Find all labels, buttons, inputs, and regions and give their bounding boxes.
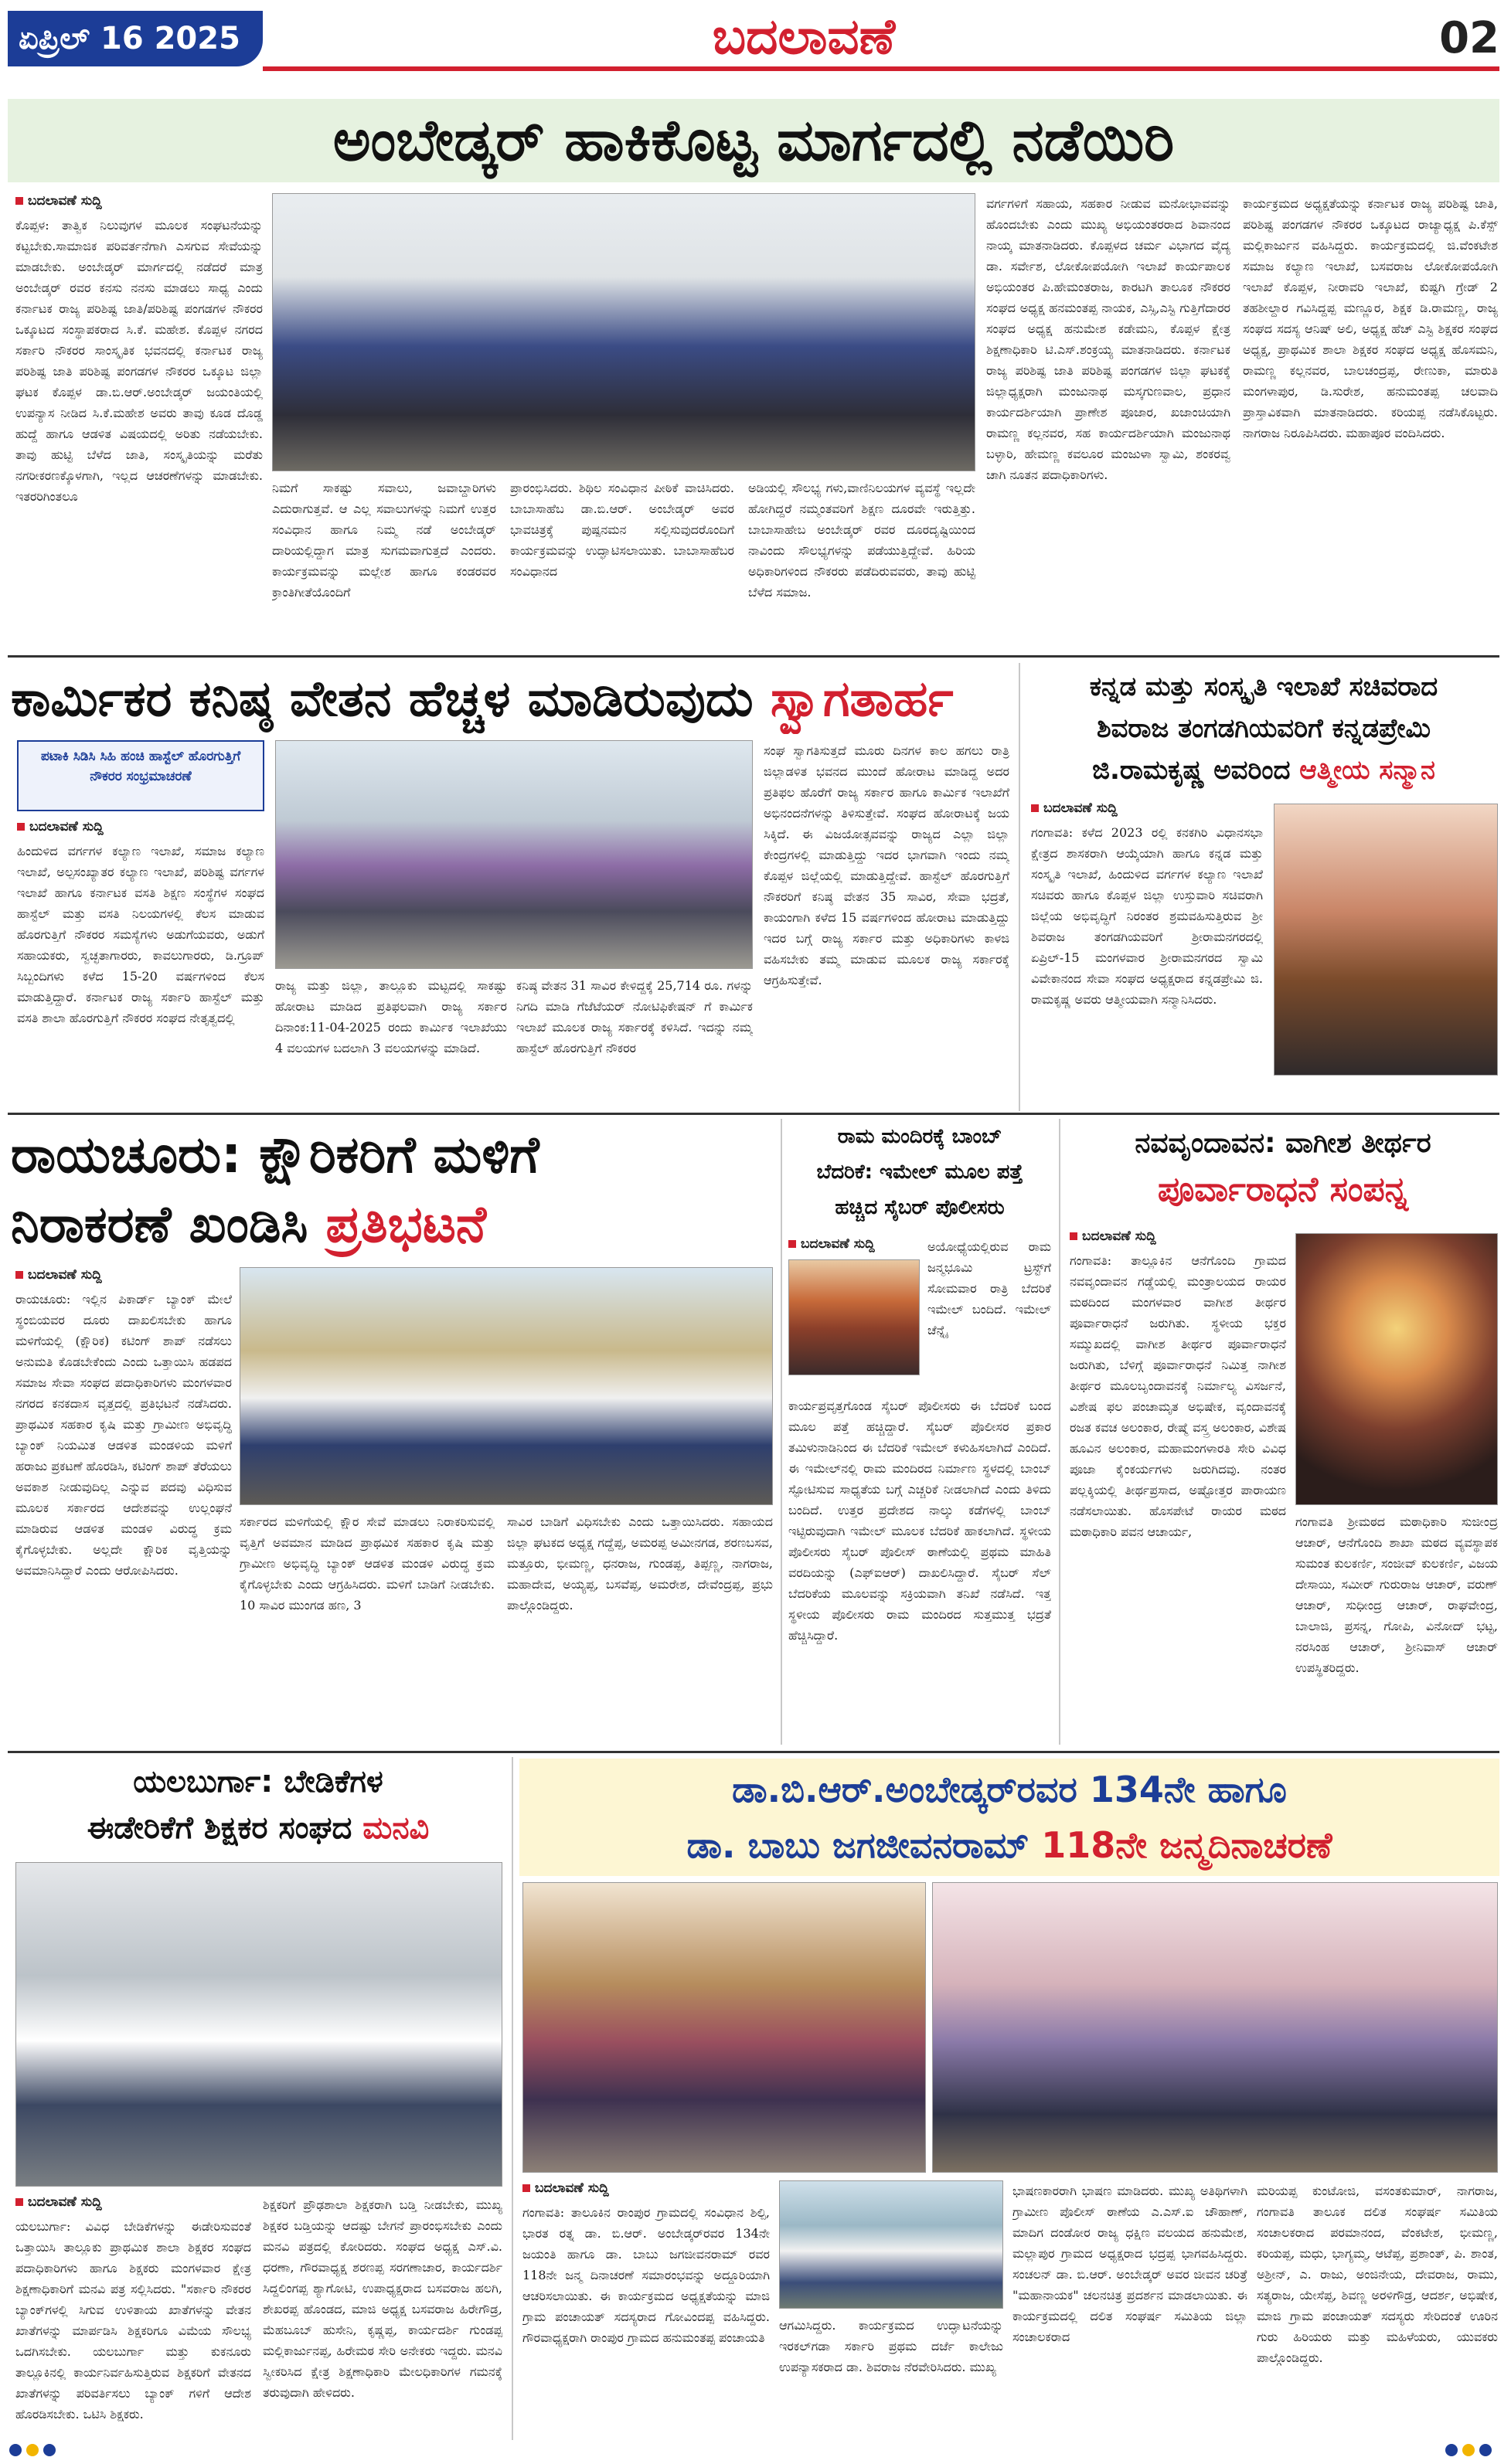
issue-date: ಏಪ್ರಿಲ್ 16 2025 bbox=[8, 11, 263, 66]
photo-raichur-protest bbox=[240, 1267, 773, 1505]
story2-kicker: ಪಟಾಕಿ ಸಿಡಿಸಿ ಸಿಹಿ ಹಂಚಿ ಹಾಸ್ಟೆಲ್ ಹೊರಗುತ್ತಿಗೆ ನೌಕರರ ಸಂಭ್ರಮಾಚರಣೆ bbox=[40, 749, 241, 784]
story3-headline bbox=[1028, 666, 1499, 797]
story6-byline: ಬದಲಾವಣೆ ಸುದ್ದಿ bbox=[1070, 1229, 1286, 1247]
section-divider bbox=[8, 1113, 1499, 1115]
footer-dot-icon bbox=[43, 2444, 56, 2456]
story1-headline: ಅಂಬೇಡ್ಕರ್ ಹಾಕಿಕೊಟ್ಟ ಮಾರ್ಗದಲ್ಲಿ ನಡೆಯಿರಿ bbox=[332, 107, 1175, 174]
footer-dot-icon bbox=[26, 2444, 39, 2456]
story8-byline: ಬದಲಾವಣೆ ಸುದ್ದಿ bbox=[522, 2180, 754, 2199]
photo-ambedkar-felicitation bbox=[272, 193, 975, 471]
story4-column-2: ಸರ್ಕಾರದ ಮಳಿಗೆಯಲ್ಲಿ ಕ್ಷೌರ ಸೇವೆ ಮಾಡಲು ನಿರಾಕರಿಸುವಲ್ಲಿ ವೃತ್ತಿಗೆ ಅವಮಾನ ಮಾಡಿದ ಪ್ರಾಥಮಿಕ ಸಹಕಾರ ಕೃಷಿ ಮತ್ತು ಗ್ರಾಮೀಣ ಅಭಿವೃದ್ಧಿ ಬ್ಯಾಂಕ್ ಆಡಳಿತ ಮಂಡಳಿ ವಿರುದ್ಧ ಕ್ರಮ ಕೈಗೊಳ್ಳಬೇಕು ಎಂದು ಆಗ್ರಹಿಸಿದರು. ಮಳಿಗೆ ಬಾಡಿಗೆ ನೀಡಬೇಕು. 10 ಸಾವಿರ ಮುಂಗಡ ಹಣ, 3 bbox=[240, 1514, 495, 1613]
story1-column-4: ಅಡಿಯಲ್ಲಿ ಸೌಲಭ್ಯ ಗಳು,ವಾಣಿನಿಲಯಗಳ ವ್ಯವಸ್ಥೆ ಇಲ್ಲದೇ ಹೋಗಿದ್ದರೆ ನಮ್ಮಂತವರಿಗೆ ಶಿಕ್ಷಣ ದೂರವೇ ಇರುತ್ತಿತ್ತು. ಬಾಬಾಸಾಹೇಬ ಅಂಬೇಡ್ಕರ್ ರವರ ದೂರದೃಷ್ಟಿಯಿಂದ ನಾವಿಂದು ಸೌಲಭ್ಯಗಳನ್ನು ಪಡೆಯುತ್ತಿದ್ದೇವೆ. ಹಿರಿಯ ಅಧಿಕಾರಿಗಳಿಂದ ನೌಕರರು ಪಡೆದಿರುವವರು, ತಾವು ಹುಟ್ಟಿ ಬೆಳೆದ ಸಮಾಜ. bbox=[748, 481, 975, 600]
section-divider bbox=[8, 655, 1499, 658]
section-divider bbox=[8, 1751, 1499, 1753]
story1-column-6: ಕಾರ್ಯಕ್ರಮದ ಅಧ್ಯಕ್ಷತೆಯನ್ನು ಕರ್ನಾಟಕ ರಾಜ್ಯ ಪರಿಶಿಷ್ಟ ಜಾತಿ, ಪರಿಶಿಷ್ಟ ಪಂಗಡಗಳ ನೌಕರರ ಒಕ್ಕೂಟದ ರಾಜ್ಯಾಧ್ಯಕ್ಷ ಪಿ.ಕೆಸ್ಪ್ ಮಲ್ಲಿಕಾರ್ಜುನ ವಹಿಸಿದ್ದರು. ಕಾರ್ಯಕ್ರಮದಲ್ಲಿ ಜಿ.ವೆಂಕಟೇಶ ಸಮಾಜ ಕಲ್ಯಾಣ ಇಲಾಖೆ, ಬಸವರಾಜ ಲೋಕೋಪಯೋಗಿ ಇಲಾಖೆ ಕೊಪ್ಪಳ, ನೀರಾವರಿ ಇಲಾಖೆ, ಕುಷ್ಟಗಿ ಗ್ರೇಡ್ 2 ತಹಶೀಲ್ದಾರ ಗವಿಸಿದ್ದಪ್ಪ ಮಣ್ಣೂರ, ಶಿಕ್ಷಕ ಡಿ.ರಾಮಣ್ಣ, ರಾಜ್ಯ ಸಂಘದ ಸದಸ್ಯ ಆನಿಷ್ ಅಲಿ, ಅಧ್ಯಕ್ಷ ಹೆಚ್ ಎಸ್ಟಿ ಶಿಕ್ಷಕರ ಸಂಘದ ಅಧ್ಯಕ್ಷ, ಪ್ರಾಥಮಿಕ ಶಾಲಾ ಶಿಕ್ಷಕರ ಸಂಘದ ಅಧ್ಯಕ್ಷ ಹೊಸಮನಿ, ರಾಮಣ್ಣ ಕಲ್ಲನವರ, ಬಾಲಚಂದ್ರಪ್ಪ, ರೇಣುಕಾ, ಮಾರುತಿ ಮಂಗಳಾಪುರ, ಡಿ.ಸುರೇಶ, ಹನುಮಂತಪ್ಪ ಚಲವಾದಿ ಪ್ರಾಸ್ತಾವಿಕವಾಗಿ ಮಾತನಾಡಿದರು. ಕರಿಯಪ್ಪ ನಡೆಸಿಕೊಟ್ಟರು. ನಾಗರಾಜ ನಿರೂಪಿಸಿದರು. ಮಹಾಪೂರ ವಂದಿಸಿದರು. bbox=[1243, 196, 1498, 440]
story8-headline bbox=[519, 1759, 1499, 1873]
photo-teachers-memorandum bbox=[15, 1862, 502, 2187]
story7-headline-line2: ಈಡೇರಿಕೆಗೆ ಶಿಕ್ಷಕರ ಸಂಘದ bbox=[87, 1810, 352, 1846]
story4-column-1: ರಾಯಚೂರು: ಇಲ್ಲಿನ ಪಿಕಾರ್ಡ್ ಬ್ಯಾಂಕ್ ಮೇಲೆ ಸ್ಥಂಬಿಯವರ ದೂರು ದಾಖಲಿಸಬೇಕು ಹಾಗೂ ಮಳಿಗೆಯಲ್ಲಿ (ಕ್ಷೌರಿಕ) ಕಟಿಂಗ್ ಶಾಪ್ ನಡೆಸಲು ಅನುಮತಿ ಕೊಡಬೇಕೆಂದು ಎಂದು ಒತ್ತಾಯಿಸಿ ಹಡಪದ ಸಮಾಜ ಸೇವಾ ಸಂಘದ ಪದಾಧಿಕಾರಿಗಳು ಮಂಗಳವಾರ ನಗರದ ಕನಕದಾಸ ವೃತ್ತದಲ್ಲಿ ಪ್ರತಿಭಟನೆ ನಡೆಸಿದರು. ಪ್ರಾಥಮಿಕ ಸಹಕಾರ ಕೃಷಿ ಮತ್ತು ಗ್ರಾಮೀಣ ಅಭಿವೃದ್ಧಿ ಬ್ಯಾಂಕ್ ನಿಯಮಿತ ಆಡಳಿತ ಮಂಡಳಿಯ ಮಳಿಗೆ ಹರಾಜು ಪ್ರಕಟಣೆ ಹೊರಡಿಸಿ, ಕಟಿಂಗ್ ಶಾಪ್ ತೆರೆಯಲು ಅವಕಾಶ ನೀಡುವುದಿಲ್ಲ ಎನ್ನುವ ಪದವು ವಿಧಿಸುವ ಮೂಲಕ ಸರ್ಕಾರದ ಆದೇಶವನ್ನು ಉಲ್ಲಂಘನೆ ಮಾಡಿರುವ ಆಡಳಿತ ಮಂಡಳಿ ವಿರುದ್ಧ ಕ್ರಮ ಕೈಗೊಳ್ಳಬೇಕು. ಅಲ್ಲದೇ ಕ್ಷೌರಿಕ ವೃತ್ತಿಯನ್ನು ಅವಮಾನಿಸಿದ್ದಾರೆ ಎಂದು ಆರೋಪಿಸಿದರು. bbox=[15, 1292, 232, 1578]
story7-column-1: ಯಲಬುರ್ಗಾ: ವಿವಿಧ ಬೇಡಿಕೆಗಳನ್ನು ಈಡೇರಿಸುವಂತೆ ಒತ್ತಾಯಿಸಿ ತಾಲ್ಲೂಕು ಪ್ರಾಥಮಿಕ ಶಾಲಾ ಶಿಕ್ಷಕರ ಸಂಘದ ಪದಾಧಿಕಾರಿಗಳು ಹಾಗೂ ಶಿಕ್ಷಕರು ಮಂಗಳವಾರ ಕ್ಷೇತ್ರ ಶಿಕ್ಷಣಾಧಿಕಾರಿಗೆ ಮನವಿ ಪತ್ರ ಸಲ್ಲಿಸಿದರು. "ಸರ್ಕಾರಿ ನೌಕರರ ಬ್ಯಾಂಕ್‌ಗಳಲ್ಲಿ ಸಿಗುವ ಉಳಿತಾಯ ಖಾತೆಗಳನ್ನು ವೇತನ ಖಾತೆಗಳನ್ನು ಮಾರ್ಪಡಿಸಿ ಶಿಕ್ಷಕರಿಗೂ ವಿಮೆಯ ಸೌಲಭ್ಯ ಒದಗಿಸಬೇಕು. ಯಲಬುರ್ಗಾ ಮತ್ತು ಕುಕನೂರು ತಾಲ್ಲೂಕಿನಲ್ಲಿ ಕಾರ್ಯನಿರ್ವಹಿಸುತ್ತಿರುವ ಶಿಕ್ಷಕರಿಗೆ ವೇತನದ ಖಾತೆಗಳನ್ನು ಪರಿವರ್ತಿಸಲು ಬ್ಯಾಂಕ್ ಗಳಿಗೆ ಆದೇಶ ಹೊರಡಿಸಬೇಕು. ಒಟಿಸಿ ಶಿಕ್ಷಕರು. bbox=[15, 2219, 251, 2422]
column-divider bbox=[1019, 663, 1020, 1111]
story2-byline: ಬದಲಾವಣೆ ಸುದ್ದಿ bbox=[17, 819, 264, 838]
story6-column-2: ಗಂಗಾವತಿ ಶ್ರೀಮಠದ ಮಠಾಧಿಕಾರಿ ಸುಜೀಂದ್ರ ಆಚಾರ್, ಆನೆಗೊಂದಿ ಶಾಖಾ ಮಠದ ವ್ಯವಸ್ಥಾಪಕ ಸುಮಂತ ಕುಲಕರ್ಣಿ, ಸಂಜೀವ್ ಕುಲಕರ್ಣಿ, ವಿಜಯ ದೇಸಾಯಿ, ಸಮೀರ್ ಗುರುರಾಜ ಆಚಾರ್, ವರುಣ್ ಆಚಾರ್, ಸುಧೀಂದ್ರ ಆಚಾರ್, ರಾಘವೇಂದ್ರ, ಬಾಲಾಜಿ, ಪ್ರಸನ್ನ, ಗೋಪಿ, ವಿನೋದ್ ಭಟ್ಟ, ನರಸಿಂಹ ಆಚಾರ್, ಶ್ರೀನಿವಾಸ್ ಆಚಾರ್ ಉಪಸ್ಥಿತರಿದ್ದರು. bbox=[1295, 1514, 1498, 1675]
story7-byline: ಬದಲಾವಣೆ ಸುದ್ದಿ bbox=[15, 2194, 247, 2213]
column-divider bbox=[781, 1119, 782, 1745]
photo-minister-felicitation bbox=[1274, 804, 1498, 1076]
story3-headline-highlight: ಆತ್ಮೀಯ ಸನ್ಮಾನ bbox=[1299, 755, 1435, 786]
masthead-rule bbox=[263, 66, 1499, 71]
story1-column-1: ಕೊಪ್ಪಳ: ತಾತ್ವಿಕ ನಿಲುವುಗಳ ಮೂಲಕ ಸಂಘಟನೆಯನ್ನು ಕಟ್ಟಬೇಕು.ಸಾಮಾಜಿಕ ಪರಿವರ್ತನೆಗಾಗಿ ಎಸಗುವ ಸೇವೆಯನ್ನು ಮಾಡಬೇಕು. ಅಂಬೇಡ್ಕರ್ ಮಾರ್ಗದಲ್ಲಿ ನಡೆದರೆ ಮಾತ್ರ ಅಂಬೇಡ್ಕರ್ ರವರ ಕನಸು ನನಸು ಮಾಡಲು ಸಾಧ್ಯ ಎಂದು ಕರ್ನಾಟಕ ರಾಜ್ಯ ಪರಿಶಿಷ್ಟ ಜಾತಿ/ಪರಿಶಿಷ್ಟ ಪಂಗಡಗಳ ನೌಕರರ ಒಕ್ಕೂಟದ ಸಂಸ್ಥಾಪಕರಾದ ಸಿ.ಕೆ. ಮಹೇಶ. ಕೊಪ್ಪಳ ನಗರದ ಸರ್ಕಾರಿ ನೌಕರರ ಸಾಂಸ್ಕೃತಿಕ ಭವನದಲ್ಲಿ ಕರ್ನಾಟಕ ರಾಜ್ಯ ಪರಿಶಿಷ್ಟ ಜಾತಿ ಪರಿಶಿಷ್ಟ ಪಂಗಡಗಳ ನೌಕರರ ಒಕ್ಕೂಟ ಜಿಲ್ಲಾ ಘಟಕ ಕೊಪ್ಪಳ ಡಾ.ಬಿ.ಆರ್.ಅಂಬೇಡ್ಕರ್ ಜಯಂತಿಯಲ್ಲಿ ಉಪನ್ಯಾಸ ನೀಡಿದ ಸಿ.ಕೆ.ಮಹೇಶ ಅವರು ತಾವು ಕೂಡ ದೊಡ್ಡ ಹುದ್ದೆ ಹಾಗೂ ಆಡಳಿತ ವಿಷಯದಲ್ಲಿ ಅರಿತು ನಡೆಯಬೇಕು. ತಾವು ಹುಟ್ಟಿ ಬೆಳೆದ ಜಾತಿ, ಸಂಸ್ಕೃತಿಯನ್ನು ಮರೆತು ನಗರೀಕರಣಕ್ಕೊಳಗಾಗಿ, ಇಲ್ಲದ ಆಚರಣೆಗಳನ್ನು ಮಾಡಬೇಕು. ಇತರರಿಗಿಂತಲೂ bbox=[15, 218, 263, 504]
story1-byline: ಬದಲಾವಣೆ ಸುದ್ದಿ bbox=[15, 193, 263, 212]
story7-headline-line1: ಯಲಬುರ್ಗಾ: ಬೇಡಿಕೆಗಳ bbox=[133, 1764, 383, 1800]
story4-headline bbox=[11, 1120, 768, 1259]
story5-headline-line1: ರಾಮ ಮಂದಿರಕ್ಕೆ ಬಾಂಬ್ bbox=[837, 1125, 1002, 1148]
story6-headline-highlight: ಪೂರ್ವಾರಾಧನೆ ಸಂಪನ್ನ bbox=[1157, 1170, 1409, 1209]
story1-column-3: ಪ್ರಾರಂಭಿಸಿದರು. ಶಿಥಿಲ ಸಂವಿಧಾನ ಪೀಠಿಕೆ ವಾಚಿಸಿದರು. ಬಾಬಾಸಾಹೆಬ ಡಾ.ಬಿ.ಆರ್. ಅಂಬೇಡ್ಕರ್ ಅವರ ಭಾವಚಿತ್ರಕ್ಕೆ ಪುಷ್ಪನಮನ ಸಲ್ಲಿಸುವುದರೊಂದಿಗೆ ಕಾರ್ಯಕ್ರಮವನ್ನು ಉದ್ಘಾಟಿಸಲಾಯಿತು. ಬಾಬಾಸಾಹೆಬರ ಸಂವಿಧಾನದ bbox=[510, 481, 734, 579]
story7-column-2: ಶಿಕ್ಷಕರಿಗೆ ಪ್ರೌಢಶಾಲಾ ಶಿಕ್ಷಕರಾಗಿ ಬಡ್ತಿ ನೀಡಬೇಕು, ಮುಖ್ಯ ಶಿಕ್ಷಕರ ಬಡ್ತಿಯನ್ನು ಆದಷ್ಟು ಬೇಗನೆ ಪ್ರಾರಂಭಿಸಬೇಕು ಎಂದು ಮನವಿ ಪತ್ರದಲ್ಲಿ ಕೋರಿದರು. ಸಂಘದ ಅಧ್ಯಕ್ಷ ಎಸ್.ವಿ. ಧರಣಾ, ಗೌರವಾಧ್ಯಕ್ಷ ಶರಣಪ್ಪ ಸರಗಣಾಚಾರ, ಕಾರ್ಯದರ್ಶಿ ಸಿದ್ದಲಿಂಗಪ್ಪ ಶ್ಯಾಗೋಟಿ, ಉಪಾಧ್ಯಕ್ಷರಾದ ಬಸವರಾಜ ಹಲಗಿ, ಶೇಖರಪ್ಪ ಹೊಂಡದ, ಮಾಜಿ ಅಧ್ಯಕ್ಷ ಬಸವರಾಜ ಹಿರೇಗೌಡ್ರ, ಮೆಹಬೂಬ್ ಹುಸೇನಿ, ಕೃಷ್ಣಪ್ಪ, ಕಾರ್ಯದರ್ಶಿ ಗುಂಡಪ್ಪ ಮಲ್ಲಿಕಾರ್ಜುನಪ್ಪ, ಹಿರೇಮಠ ಸೇರಿ ಅನೇಕರು ಇದ್ದರು. ಮನವಿ ಸ್ವೀಕರಿಸಿದ ಕ್ಷೇತ್ರ ಶಿಕ್ಷಣಾಧಿಕಾರಿ ಮೇಲಧಿಕಾರಿಗಳ ಗಮನಕ್ಕೆ ತರುವುದಾಗಿ ಹೇಳಿದರು. bbox=[263, 2197, 502, 2400]
story6-headline bbox=[1067, 1120, 1499, 1221]
story7-headline bbox=[11, 1759, 505, 1854]
story3-headline-line3: ಜಿ.ರಾಮಕೃಷ್ಣ ಅವರಿಂದ bbox=[1092, 755, 1291, 786]
story5-headline bbox=[788, 1119, 1051, 1235]
story1-column-5: ವರ್ಗಗಳಿಗೆ ಸಹಾಯ, ಸಹಕಾರ ನೀಡುವ ಮನೋಭಾವವನ್ನು ಹೊಂದಬೇಕು ಎಂದು ಮುಖ್ಯ ಅಭಿಯಂತರರಾದ ಶಿವಾನಂದ ನಾಯ್ಕ ಮಾತನಾಡಿದರು. ಕೊಪ್ಪಳದ ಚರ್ಮ ವಿಭಾಗದ ವೈದ್ಯ ಡಾ. ಸರ್ವೇಶ, ಲೋಕೋಪಯೋಗಿ ಇಲಾಖೆ ಕಾರ್ಯಪಾಲಕ ಅಭಿಯಂತರ ಪಿ.ಹೇಮಂತರಾಜ, ಕಾರಟಗಿ ತಾಲೂಕ ನೌಕರರ ಸಂಘದ ಅಧ್ಯಕ್ಷ ಹನಮಂತಪ್ಪ ನಾಯಕ, ಎಸ್ಸಿ,ಎಸ್ಟಿ ಗುತ್ತಿಗೆದಾರರ ಸಂಘದ ಅಧ್ಯಕ್ಷ ಹನುಮೇಶ ಕಡೇಮನಿ, ಕೊಪ್ಪಳ ಕ್ಷೇತ್ರ ಶಿಕ್ಷಣಾಧಿಕಾರಿ ಟಿ.ಎಸ್.ಶಂಕ್ರಯ್ಯ ಮಾತನಾಡಿದರು. ಕರ್ನಾಟಕ ರಾಜ್ಯ ಪರಿಶಿಷ್ಟ ಜಾತಿ ಪರಿಶಿಷ್ಟ ಪಂಗಡಗಳ ಜಿಲ್ಲಾ ಘಟಕಕ್ಕೆ ಜಿಲ್ಲಾಧ್ಯಕ್ಷರಾಗಿ ಮಂಜುನಾಥ ಮಸ್ಕಗುಣವಾಲ, ಪ್ರಧಾನ ಕಾರ್ಯದರ್ಶಿಯಾಗಿ ಪ್ರಾಣೇಶ ಪೂಜಾರ, ಖಜಾಂಚಿಯಾಗಿ ರಾಮಣ್ಣ ಕಲ್ಲನವರ, ಸಹ ಕಾರ್ಯದರ್ಶಿಯಾಗಿ ಮಂಜುನಾಥ ಬಳ್ಳಾರಿ, ಹೇಮಣ್ಣ ಕವಲೂರ ಮಂಜುಳಾ ಸ್ವಾಮಿ, ಶಂಕರವ್ವ ಚಾಗಿ ನೂತನ ಪದಾಧಿಕಾರಿಗಳು. bbox=[986, 196, 1230, 482]
photo-jayanti-group bbox=[779, 2180, 1003, 2309]
photo-vrindavana-decoration bbox=[1295, 1233, 1498, 1505]
footer-bar bbox=[0, 2437, 1511, 2464]
story6-headline-line1: ನವವೃಂದಾವನ: ವಾಗೀಶ ತೀರ್ಥರ bbox=[1135, 1127, 1431, 1159]
story5-lead: ಅಯೋಧ್ಯೆಯಲ್ಲಿರುವ ರಾಮ ಜನ್ಮಭೂಮಿ ಟ್ರಸ್ಟ್‌ಗೆ ಸೋಮವಾರ ರಾತ್ರಿ ಬೆದರಿಕೆ ಇಮೇಲ್ ಬಂದಿದೆ. ಇಮೇಲ್ ಚೆನ್ನೈ bbox=[927, 1239, 1051, 1337]
story8-column-4: ಮರಿಯಪ್ಪ ಕುಂಟೋಜಿ, ವಸಂತಕುಮಾರ್, ನಾಗರಾಜ, ಗಂಗಾವತಿ ತಾಲೂಕ ದಲಿತ ಸಂಘರ್ಷ ಸಮಿತಿಯ ಸಂಚಾಲಕರಾದ ಪರಮಾನಂದ, ವೆಂಕಟೇಶ, ಭೀಮಣ್ಣ, ಕರಿಯಪ್ಪ, ಮಧು, ಭಾಗ್ಯಮ್ಮ, ಆಟೆಪ್ಪ, ಪ್ರಶಾಂತ್, ಪಿ. ಶಾಂತ, ಅಶ್ರೀನ್, ಎ. ರಾಜು, ಅಂಜಿನೇಯ, ದೇವರಾಜ, ರಾಮು, ಸತ್ಯರಾಜ, ಯೇಸೆಪ್ಪ, ಶಿವಣ್ಣ ಅರಳಿಗೌಡ್ರ, ಆದರ್ಶ, ಅಭಿಷೇಕ, ಮಾಜಿ ಗ್ರಾಮ ಪಂಚಾಯತ್ ಸದಸ್ಯರು ಸೇರಿದಂತೆ ಊರಿನ ಗುರು ಹಿರಿಯರು ಮತ್ತು ಮಹಿಳೆಯರು, ಯುವಕರು ಪಾಲ್ಗೊಂಡಿದ್ದರು. bbox=[1257, 2184, 1498, 2365]
story2-column-3: ಕನಿಷ್ಠ ವೇತನ 31 ಸಾವಿರ ಕೇಳಿದ್ದಕ್ಕೆ 25,714 ರೂ. ಗಳನ್ನು ನಿಗದಿ ಮಾಡಿ ಗೆಜೆಟೆಯರ್ ನೋಟಿಫಿಕೇಷನ್ ಗೆ ಕಾರ್ಮಿಕ ಇಲಾಖೆ ಮೂಲಕ ರಾಜ್ಯ ಸರ್ಕಾರಕ್ಕೆ ಕಳಿಸಿದೆ. ಇದನ್ನು ನಮ್ಮ ಹಾಸ್ಟೆಲ್ ಹೊರಗುತ್ತಿಗೆ ನೌಕರರ bbox=[516, 978, 753, 1055]
footer-dot-icon bbox=[1445, 2444, 1458, 2456]
story2-kicker-box bbox=[17, 740, 264, 811]
footer-dot-icon bbox=[1479, 2444, 1492, 2456]
story2-column-4: ಸಂಘ ಸ್ವಾಗತಿಸುತ್ತದೆ ಮೂರು ದಿನಗಳ ಕಾಲ ಹಗಲು ರಾತ್ರಿ ಜಿಲ್ಲಾಡಳಿತ ಭವನದ ಮುಂದೆ ಹೋರಾಟ ಮಾಡಿದ್ದ ಅದರ ಪ್ರತಿಫಲ ಹೊರೆಗೆ ರಾಜ್ಯ ಸರ್ಕಾರ ಹಾಗೂ ಕಾರ್ಮಿಕ ಇಲಾಖೆಗೆ ಅಭಿನಂದನೆಗಳನ್ನು ತಿಳಿಸುತ್ತೇವೆ. ಸಂಘದ ಹೋರಾಟಕ್ಕೆ ಜಯ ಸಿಕ್ಕಿದೆ. ಈ ವಿಜಯೋತ್ಸವವನ್ನು ರಾಜ್ಯದ ಎಲ್ಲಾ ಜಿಲ್ಲಾ ಕೇಂದ್ರಗಳಲ್ಲಿ ಮಾಡುತ್ತಿದ್ದು ಇದರ ಭಾಗವಾಗಿ ಇಂದು ನಮ್ಮ ಕೊಪ್ಪಳ ಜಿಲ್ಲೆಯಲ್ಲಿ ಮಾಡುತ್ತಿದ್ದೇವೆ. ಹಾಸ್ಟೆಲ್ ಹೊರಗುತ್ತಿಗೆ ನೌಕರರಿಗೆ ಕನಿಷ್ಠ ವೇತನ 35 ಸಾವಿರ, ಸೇವಾ ಭದ್ರತೆ, ಕಾಯಂಗಾಗಿ ಕಳೆದ 15 ವರ್ಷಗಳಿಂದ ಹೋರಾಟ ಮಾಡುತ್ತಿದ್ದು ಇದರ ಬಗ್ಗೆ ರಾಜ್ಯ ಸರ್ಕಾರ ಮತ್ತು ಅಧಿಕಾರಿಗಳು ಕಾಳಜಿ ವಹಿಸಬೇಕು ತಮ್ಮ ಮಾಡುವ ಮೂಲಕ ರಾಜ್ಯ ಸರ್ಕಾರಕ್ಕೆ ಆಗ್ರಹಿಸುತ್ತೇವೆ. bbox=[764, 743, 1009, 987]
story2-headline-highlight: ಸ್ವಾಗತಾರ್ಹ bbox=[770, 671, 954, 728]
story5-body: ಕಾರ್ಯಪ್ರವೃತ್ತಗೊಂಡ ಸೈಬರ್ ಪೊಲೀಸರು ಈ ಬೆದರಿಕೆ ಬಂದ ಮೂಲ ಪತ್ತೆ ಹಚ್ಚಿದ್ದಾರೆ. ಸೈಬರ್ ಪೊಲೀಸರ ಪ್ರಕಾರ ತಮಿಳುನಾಡಿನಿಂದ ಈ ಬೆದರಿಕೆ ಇಮೇಲ್ ಕಳುಹಿಸಲಾಗಿದೆ ಎಂದಿದೆ. ಈ ಇಮೇಲ್‌ನಲ್ಲಿ ರಾಮ ಮಂದಿರದ ನಿರ್ಮಾಣ ಸ್ಥಳದಲ್ಲಿ ಬಾಂಬ್ ಸ್ಫೋಟಿಸುವ ಸಾಧ್ಯತೆಯ ಬಗ್ಗೆ ಎಚ್ಚರಿಕೆ ನೀಡಲಾಗಿದೆ ಎಂದು ತಿಳಿದು ಬಂದಿದೆ. ಉತ್ತರ ಪ್ರದೇಶದ ನಾಲ್ಕು ಕಡೆಗಳಲ್ಲಿ ಬಾಂಬ್ ಇಟ್ಟಿರುವುದಾಗಿ ಇಮೇಲ್ ಮೂಲಕ ಬೆದರಿಕೆ ಹಾಕಲಾಗಿದೆ. ಸ್ಥಳೀಯ ಪೊಲೀಸರು ಸೈಬರ್ ಪೊಲೀಸ್ ಠಾಣೆಯಲ್ಲಿ ಪ್ರಥಮ ಮಾಹಿತಿ ವರದಿಯನ್ನು (ಎಫ್ಐಆರ್) ದಾಖಲಿಸಿದ್ದಾರೆ. ಸೈಬರ್ ಸೆಲ್ ಬೆದರಿಕೆಯ ಮೂಲವನ್ನು ಸಕ್ರಿಯವಾಗಿ ತನಿಖೆ ನಡೆಸಿದೆ. ಇತ್ತ ಸ್ಥಳೀಯ ಪೊಲೀಸರು ರಾಮ ಮಂದಿರದ ಸುತ್ತಮುತ್ತ ಭದ್ರತೆ ಹೆಚ್ಚಿಸಿದ್ದಾರೆ. bbox=[788, 1399, 1051, 1643]
story8-headline-line2: ಡಾ. ಬಾಬು ಜಗಜೀವನರಾಮ್ bbox=[686, 1824, 1029, 1866]
column-divider bbox=[1059, 1119, 1060, 1745]
photo-ram-mandir bbox=[788, 1259, 920, 1375]
story3-headline-line1: ಕನ್ನಡ ಮತ್ತು ಸಂಸ್ಕೃತಿ ಇಲಾಖೆ ಸಚಿವರಾದ bbox=[1089, 671, 1438, 702]
story5-headline-line2: ಬೆದರಿಕೆ: ಇಮೇಲ್ ಮೂಲ ಪತ್ತೆ bbox=[816, 1161, 1023, 1184]
story3-headline-line2: ಶಿವರಾಜ ತಂಗಡಗಿಯವರಿಗೆ ಕನ್ನಡಪ್ರೇಮಿ bbox=[1096, 713, 1431, 744]
story6-column-1: ಗಂಗಾವತಿ: ತಾಲ್ಲೂಕಿನ ಆನೆಗೊಂದಿ ಗ್ರಾಮದ ನವವೃಂದಾವನ ಗಡ್ಡೆಯಲ್ಲಿ ಮಂತ್ರಾಲಯದ ರಾಯರ ಮಠದಿಂದ ಮಂಗಳವಾರ ವಾಗೀಶ ತೀರ್ಥರ ಪೂರ್ವಾರಾಧನೆ ಜರುಗಿತು. ಸ್ಥಳೀಯ ಭಕ್ತರ ಸಮ್ಮುಖದಲ್ಲಿ ವಾಗೀಶ ತೀರ್ಥರ ಪೂರ್ವಾರಾಧನೆ ಜರುಗಿತು, ಬೆಳಿಗ್ಗೆ ಪೂರ್ವಾರಾಧನೆ ನಿಮಿತ್ತ ನಾಗೀಶ ತೀರ್ಥರ ಮೂಲಬೃಂದಾವನಕ್ಕೆ ನಿರ್ಮಾಲ್ಯ ವಿಸರ್ಜನೆ, ವಿಶೇಷ ಫಲ ಪಂಚಾಮೃತ ಅಭಿಷೇಕ, ವೃಂದಾವನಕ್ಕೆ ರಜತ ಕವಚ ಅಲಂಕಾರ, ರೇಷ್ಮೆ ವಸ್ತ್ರ ಅಲಂಕಾರ, ವಿಶೇಷ ಹೂವಿನ ಅಲಂಕಾರ, ಮಹಾಮಂಗಳಾರತಿ ಸೇರಿ ವಿವಿಧ ಪೂಜಾ ಕೈಂಕರ್ಯಗಳು ಜರುಗಿದವು. ನಂತರ ಪಲ್ಲಕ್ಕಿಯಲ್ಲಿ ತೀರ್ಥಪ್ರಸಾದ, ಅಷ್ಟೋತ್ತರ ಪಾರಾಯಣ ನಡೆಸಲಾಯಿತು. ಹೊಸಪೇಟೆ ರಾಯರ ಮಠದ ಮಠಾಧಿಕಾರಿ ಪವನ ಆಚಾರ್ಯ, bbox=[1070, 1253, 1286, 1539]
story2-headline bbox=[11, 664, 1016, 734]
story8-column-1: ಗಂಗಾವತಿ: ತಾಲೂಕಿನ ರಾಂಪುರ ಗ್ರಾಮದಲ್ಲಿ ಸಂವಿಧಾನ ಶಿಲ್ಪಿ, ಭಾರತ ರತ್ನ ಡಾ. ಬಿ.ಆರ್. ಅಂಬೇಡ್ಕರ್‌ರವರ 134ನೇ ಜಯಂತಿ ಹಾಗೂ ಡಾ. ಬಾಬು ಜಗಜೀವನರಾಮ್ ರವರ 118ನೇ ಜನ್ಮ ದಿನಾಚರಣೆ ಸಮಾರಂಭವನ್ನು ಅದ್ದೂರಿಯಾಗಿ ಆಚರಿಸಲಾಯಿತು. ಈ ಕಾರ್ಯಕ್ರಮದ ಅಧ್ಯಕ್ಷತೆಯನ್ನು ಮಾಜಿ ಗ್ರಾಮ ಪಂಚಾಯತ್ ಸದಸ್ಯರಾದ ಗೋವಿಂದಪ್ಪ ವಹಿಸಿದ್ದರು. ಗೌರವಾಧ್ಯಕ್ಷರಾಗಿ ರಾಂಪುರ ಗ್ರಾಮದ ಹನುಮಂತಪ್ಪ ಪಂಚಾಯತಿ bbox=[522, 2205, 770, 2345]
page-number: 02 bbox=[1439, 13, 1499, 63]
story4-byline: ಬದಲಾವಣೆ ಸುದ್ದಿ bbox=[15, 1267, 232, 1286]
story8-column-3: ಭಾಷಣಕಾರರಾಗಿ ಭಾಷಣ ಮಾಡಿದರು. ಮುಖ್ಯ ಅತಿಥಿಗಳಾಗಿ ಗ್ರಾಮೀಣ ಪೊಲೀಸ್ ಠಾಣೆಯ ಎ.ಎಸ್.ಐ ಚೌಹಾಣ್, ಮಾದಿಗ ದಂಡೋರ ರಾಜ್ಯ ಧಕ್ಷಿಣ ವಲಯದ ಹನುಮೇಶ, ಮಲ್ಲಾಪುರ ಗ್ರಾಮದ ಅಧ್ಯಕ್ಷರಾದ ಭದ್ರಪ್ಪ ಭಾಗವಹಿಸಿದ್ದರು. ಸಂಚಲನ್ ಡಾ. ಬಿ.ಆರ್. ಅಂಬೇಡ್ಕರ್ ಅವರ ಜೀವನ ಚರಿತ್ರೆ "ಮಹಾನಾಯಕ" ಚಲನಚಿತ್ರ ಪ್ರದರ್ಶನ ಮಾಡಲಾಯಿತು. ಈ ಕಾರ್ಯಕ್ರಮದಲ್ಲಿ ದಲಿತ ಸಂಘರ್ಷ ಸಮಿತಿಯ ಜಿಲ್ಲಾ ಸಂಚಾಲಕರಾದ bbox=[1012, 2184, 1247, 2344]
story8-column-2: ಆಗಮಿಸಿದ್ದರು. ಕಾರ್ಯಕ್ರಮದ ಉದ್ಘಾಟನೆಯನ್ನು ಇರಕಲ್‌ಗಡಾ ಸರ್ಕಾರಿ ಪ್ರಥಮ ದರ್ಜೆ ಕಾಲೇಜು ಉಪನ್ಯಾಸಕರಾದ ಡಾ. ಶಿವರಾಜ ನೆರವೇರಿಸಿದರು. ಮುಖ್ಯ bbox=[779, 2318, 1003, 2374]
story5-headline-line3: ಹಚ್ಚಿದ ಸೈಬರ್ ಪೊಲೀಸರು bbox=[835, 1196, 1005, 1219]
story4-headline-highlight: ಪ್ರತಿಭಟನೆ bbox=[325, 1195, 487, 1254]
story3-byline: ಬದಲಾವಣೆ ಸುದ್ದಿ bbox=[1031, 800, 1263, 819]
column-divider bbox=[512, 1757, 513, 2440]
story7-headline-highlight: ಮನವಿ bbox=[362, 1810, 430, 1846]
story1-column-2: ನಿಮಗೆ ಸಾಕಷ್ಟು ಸವಾಲು, ಜವಾಬ್ದಾರಿಗಳು ಎದುರಾಗುತ್ತವೆ. ಆ ಎಲ್ಲ ಸವಾಲುಗಳನ್ನು ನಿಮಗೆ ಉತ್ತರ ಸಂವಿಧಾನ ಹಾಗೂ ನಿಮ್ಮ ನಡೆ ಅಂಬೇಡ್ಕರ್ ದಾರಿಯಲ್ಲಿದ್ದಾಗ ಮಾತ್ರ ಸುಗಮವಾಗುತ್ತದೆ ಎಂದರು. ಕಾರ್ಯಕ್ರಮವನ್ನು ಮಲ್ಲೇಶ ಹಾಗೂ ಕಂಡರವರ ಕ್ರಾಂತಿಗೀತೆಯೊಂದಿಗೆ bbox=[272, 481, 496, 600]
photo-hostel-workers-celebration bbox=[275, 740, 753, 969]
story1-headline-banner bbox=[8, 99, 1499, 182]
story3-body: ಗಂಗಾವತಿ: ಕಳೆದ 2023 ರಲ್ಲಿ ಕನಕಗಿರಿ ವಿಧಾನಸಭಾ ಕ್ಷೇತ್ರದ ಶಾಸಕರಾಗಿ ಆಯ್ಕೆಯಾಗಿ ಹಾಗೂ ಕನ್ನಡ ಮತ್ತು ಸಂಸ್ಕೃತಿ ಇಲಾಖೆ, ಹಿಂದುಳಿದ ವರ್ಗಗಳ ಕಲ್ಯಾಣ ಇಲಾಖೆ ಸಚಿವರು ಹಾಗೂ ಕೊಪ್ಪಳ ಜಿಲ್ಲಾ ಉಸ್ತುವಾರಿ ಸಚಿವರಾಗಿ ಜಿಲ್ಲೆಯ ಅಭಿವೃದ್ಧಿಗೆ ನಿರಂತರ ಶ್ರಮವಹಿಸುತ್ತಿರುವ ಶ್ರೀ ಶಿವರಾಜ ತಂಗಡಗಿಯವರಿಗೆ ಶ್ರೀರಾಮನಗರದಲ್ಲಿ ಏಪ್ರಿಲ್-15 ಮಂಗಳವಾರ ಶ್ರೀರಾಮನಗರದ ಸ್ವಾಮಿ ವಿವೇಕಾನಂದ ಸೇವಾ ಸಂಘದ ಅಧ್ಯಕ್ಷರಾದ ಕನ್ನಡಪ್ರೇಮಿ ಜಿ. ರಾಮಕೃಷ್ಣ ಅವರು ಆತ್ಮೀಯವಾಗಿ ಸನ್ಮಾನಿಸಿದರು. bbox=[1031, 825, 1263, 1007]
story5-byline: ಬದಲಾವಣೆ ಸುದ್ದಿ bbox=[788, 1236, 927, 1255]
footer-dot-icon bbox=[1462, 2444, 1475, 2456]
story2-headline-main: ಕಾರ್ಮಿಕರ ಕನಿಷ್ಠ ವೇತನ ಹೆಚ್ಚಳ ಮಾಡಿರುವುದು bbox=[11, 671, 754, 728]
story8-headline-line1: ಡಾ.ಬಿ.ಆರ್.ಅಂಬೇಡ್ಕರ್‌ರವರ 134ನೇ ಹಾಗೂ bbox=[732, 1769, 1287, 1810]
story8-headline-highlight: 118ನೇ ಜನ್ಮದಿನಾಚರಣೆ bbox=[1041, 1824, 1332, 1866]
photo-jayanti-stage-left bbox=[522, 1882, 926, 2173]
story4-headline-line1: ರಾಯಚೂರು: ಕ್ಷೌರಿಕರಿಗೆ ಮಳಿಗೆ bbox=[11, 1125, 539, 1184]
story8-headline-banner bbox=[519, 1759, 1499, 1876]
footer-dot-icon bbox=[9, 2444, 22, 2456]
newspaper-name: ಬದಲಾವಣೆ bbox=[712, 8, 896, 66]
story4-column-3: ಸಾವಿರ ಬಾಡಿಗೆ ವಿಧಿಸಬೇಕು ಎಂದು ಒತ್ತಾಯಿಸಿದರು. ಸಹಾಯದ ಜಿಲ್ಲಾ ಘಟಕದ ಅಧ್ಯಕ್ಷ ಗದ್ದೆಪ್ಪ, ಅಮರಪ್ಪ ಅಮೀನಗಡ, ಶರಣಬಸವ, ಮತ್ತೂರು, ಭೀಮಣ್ಣ, ಧನರಾಜ, ಗುಂಡಪ್ಪ, ತಿಪ್ಪಣ್ಣ, ನಾಗರಾಜ, ಮಹಾದೇವ, ಅಯ್ಯಪ್ಪ, ಬಸವೆಪ್ಪ, ಅಮರೇಶ, ದೇವೆಂದ್ರಪ್ಪ, ಪ್ರಭು ಪಾಲ್ಗೊಂಡಿದ್ದರು. bbox=[507, 1514, 773, 1613]
story2-column-2: ರಾಜ್ಯ ಮತ್ತು ಜಿಲ್ಲಾ, ತಾಲ್ಲೂಕು ಮಟ್ಟದಲ್ಲಿ ಸಾಕಷ್ಟು ಹೋರಾಟ ಮಾಡಿದ ಪ್ರತಿಫಲವಾಗಿ ರಾಜ್ಯ ಸರ್ಕಾರ ದಿನಾಂಕ:11-04-2025 ರಂದು ಕಾರ್ಮಿಕ ಇಲಾಖೆಯು 4 ವಲಯಗಳ ಬದಲಾಗಿ 3 ವಲಯಗಳನ್ನು ಮಾಡಿದೆ. bbox=[275, 978, 507, 1055]
story2-column-1: ಹಿಂದುಳಿದ ವರ್ಗಗಳ ಕಲ್ಯಾಣ ಇಲಾಖೆ, ಸಮಾಜ ಕಲ್ಯಾಣ ಇಲಾಖೆ, ಅಲ್ಪಸಂಖ್ಯಾತರ ಕಲ್ಯಾಣ ಇಲಾಖೆ, ಪರಿಶಿಷ್ಟ ವರ್ಗಗಳ ಇಲಾಖೆ ಹಾಗೂ ಕರ್ನಾಟಕ ವಸತಿ ಶಿಕ್ಷಣ ಸಂಸ್ಥೆಗಳ ಸಂಘದ ಹಾಸ್ಟೆಲ್ ಮತ್ತು ವಸತಿ ನಿಲಯಗಳಲ್ಲಿ ಕೆಲಸ ಮಾಡುವ ಹೊರಗುತ್ತಿಗೆ ನೌಕರರ ಸಮಸ್ಯೆಗಳು ಅಡುಗೆಯವರು, ಅಡುಗೆ ಸಹಾಯಕರು, ಸ್ವಚ್ಛತಾಗಾರರು, ಕಾವಲುಗಾರರು, ಡಿ.ಗ್ರೂಪ್ ಸಿಬ್ಬಂದಿಗಳು ಕಳೆದ 15-20 ವರ್ಷಗಳಿಂದ ಕೆಲಸ ಮಾಡುತ್ತಿದ್ದಾರೆ. ಕರ್ನಾಟಕ ರಾಜ್ಯ ಸರ್ಕಾರಿ ಹಾಸ್ಟೆಲ್ ಮತ್ತು ವಸತಿ ಶಾಲಾ ಹೊರಗುತ್ತಿಗೆ ನೌಕರರ ಸಂಘದ ನೇತೃತ್ವದಲ್ಲಿ bbox=[17, 844, 264, 1025]
photo-jayanti-stage-right bbox=[932, 1882, 1498, 2173]
story4-headline-line2: ನಿರಾಕರಣೆ ಖಂಡಿಸಿ bbox=[11, 1195, 308, 1254]
